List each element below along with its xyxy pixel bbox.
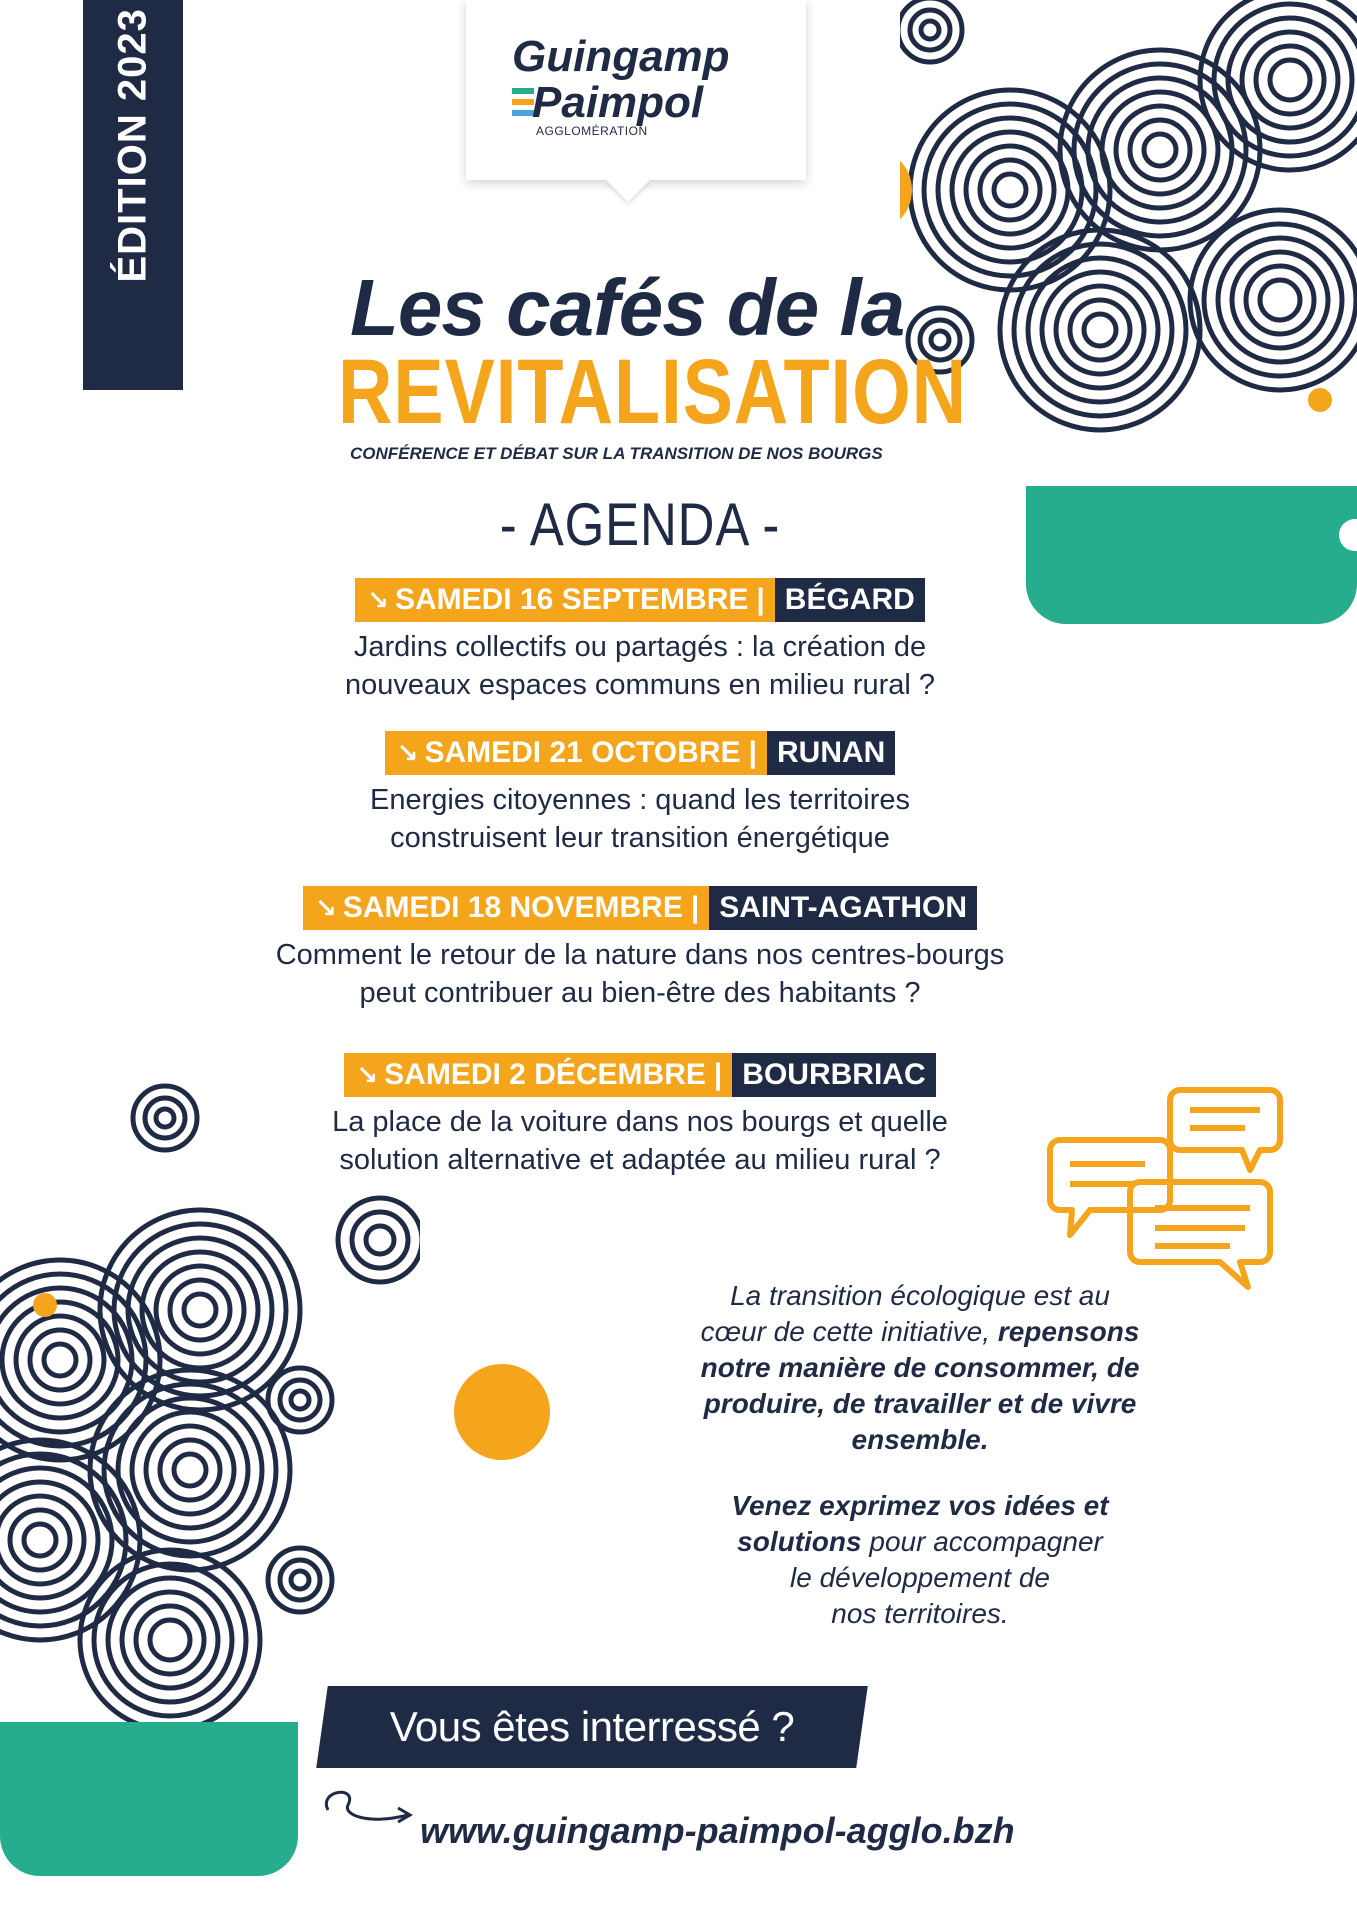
side-text-line: pour accompagner [869,1526,1103,1557]
logo-line1: Guingamp [512,32,730,81]
event-date-tag: ↘ SAMEDI 21 OCTOBRE | [385,731,767,775]
side-text-bold: produire, de travailler et de vivre [703,1388,1137,1419]
logo [466,0,806,180]
subtitle: CONFÉRENCE ET DÉBAT SUR LA TRANSITION DE NOS BOURGS [350,444,883,463]
edition-label: ÉDITION 2023 [110,8,155,283]
arrow-swirl-icon [318,1780,418,1840]
side-text-bold: notre manière de consommer, de [700,1352,1140,1383]
event-date-tag: ↘ SAMEDI 2 DÉCEMBRE | [344,1053,732,1097]
orange-dot-small [30,1290,60,1320]
side-text-bold: Venez exprimez vos idées et [731,1490,1109,1521]
event-item [0,886,1280,1012]
side-text-bold: solutions [737,1526,862,1557]
side-text-line: nos territoires. [831,1598,1009,1629]
event-place: BOURBRIAC [732,1053,935,1097]
logo-bars [512,88,534,121]
event-desc-line1: La place de la voiture dans nos bourgs et quelle [332,1106,948,1138]
event-desc-line1: Energies citoyennes : quand les territoires [369,784,910,816]
event-item [0,1053,1280,1179]
title-line2: REVITALISATION [338,341,967,443]
event-date: SAMEDI 21 OCTOBRE [424,736,741,769]
cup-left [0,1722,298,1876]
side-text-bold: ensemble. [851,1424,989,1455]
event-date-tag: ↘ SAMEDI 16 SEPTEMBRE | [355,578,775,622]
edition-banner [83,0,183,390]
event-place: BÉGARD [775,578,925,622]
website-link[interactable]: www.guingamp-paimpol-agglo.bzh [420,1810,1015,1851]
logo-sub: AGGLOMÉRATION [536,124,648,138]
event-item [0,578,1280,704]
arrow-icon: ↘ [396,737,419,768]
event-desc-line2: nouveaux espaces communs en milieu rural ? [345,669,935,701]
orange-dot-left [452,1362,552,1462]
arrow-icon: ↘ [314,892,337,923]
cup-handle [1305,500,1357,580]
side-text-bold: repensons [997,1316,1140,1347]
event-place: RUNAN [767,731,895,775]
arrow-icon: ↘ [356,1059,379,1090]
side-text [640,1278,1200,1662]
side-text-line: cœur de cette initiative, [700,1316,991,1347]
event-date: SAMEDI 16 SEPTEMBRE [394,583,749,616]
event-date: SAMEDI 2 DÉCEMBRE [384,1058,706,1091]
side-paragraph-1 [640,1278,1200,1458]
event-date-tag: ↘ SAMEDI 18 NOVEMBRE | [303,886,709,930]
logo-line2: Paimpol [532,78,704,127]
cta-text: Vous êtes interressé ? [389,1703,795,1750]
side-text-line: le développement de [790,1562,1050,1593]
event-desc-line2: solution alternative et adaptée au milieu rural ? [339,1144,941,1176]
arrow-icon: ↘ [367,584,389,615]
side-text-line: La transition écologique est au [730,1280,1110,1311]
event-date: SAMEDI 18 NOVEMBRE [342,891,683,924]
event-item [0,731,1280,857]
agenda-heading: - AGENDA - [499,491,781,558]
event-desc-line2: construisent leur transition énergétique [390,822,890,854]
side-paragraph-2 [640,1488,1200,1632]
swirl-decoration-right [900,0,1357,500]
event-desc-line2: peut contribuer au bien-être des habitants ? [359,977,921,1009]
event-desc-line1: Comment le retour de la nature dans nos centres-bourgs [275,939,1005,971]
title-line1: Les cafés de la [350,263,905,352]
event-desc-line1: Jardins collectifs ou partagés : la création de [353,631,927,663]
event-place: SAINT-AGATHON [709,886,977,930]
